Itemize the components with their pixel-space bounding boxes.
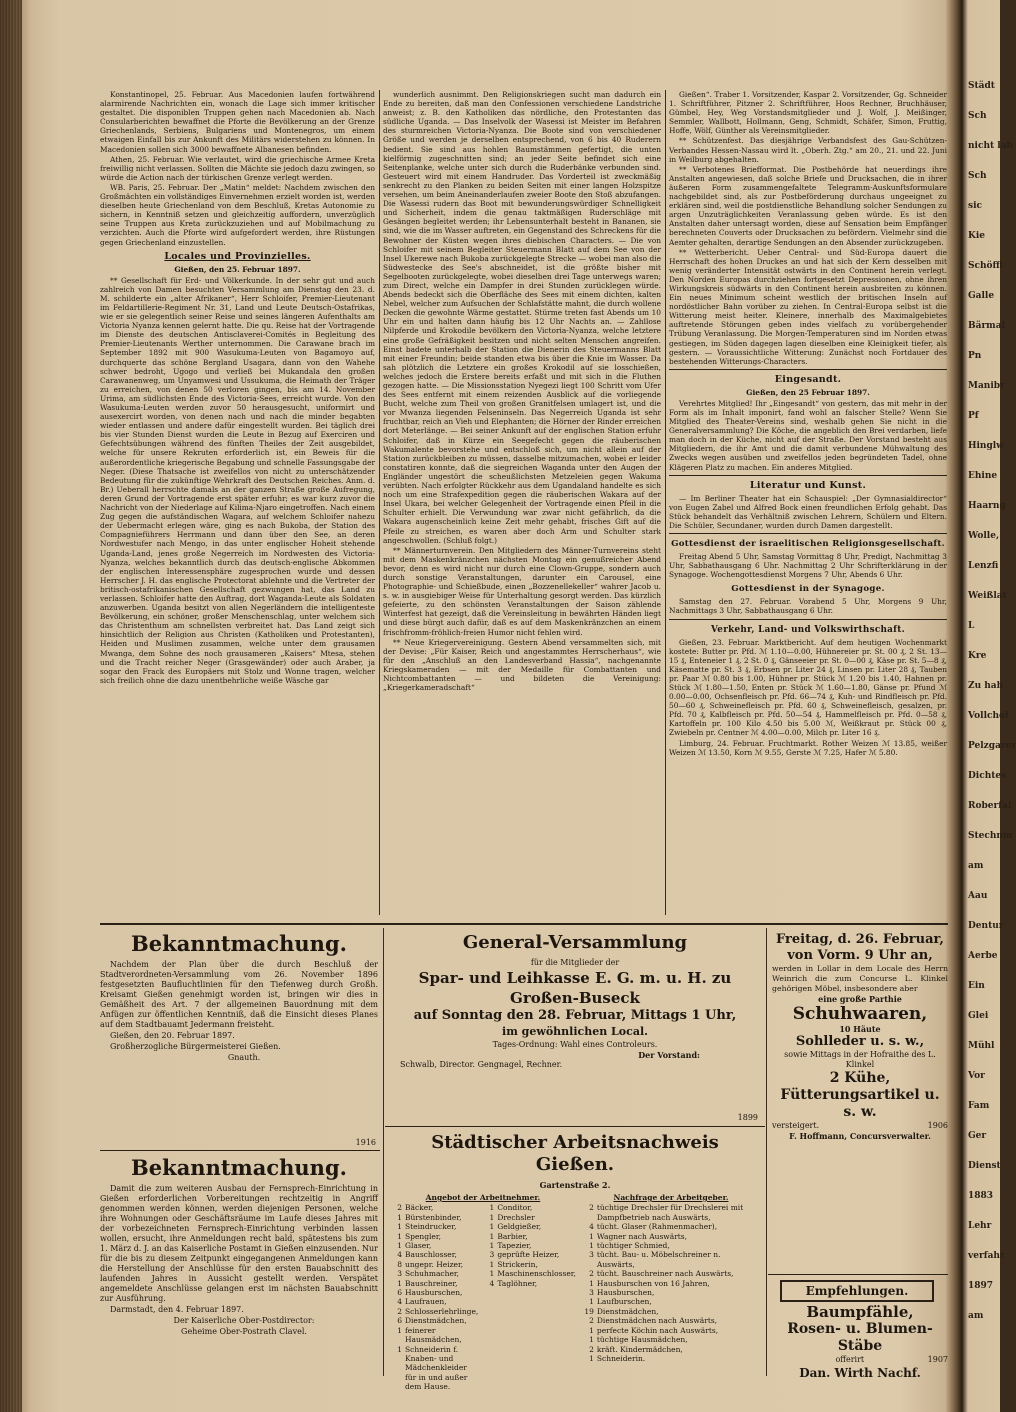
- auction-item-hides: 10 Häute: [839, 1024, 881, 1034]
- job-count: 1: [397, 1278, 402, 1288]
- job-title: Conditor,: [497, 1203, 533, 1213]
- neighbor-fragment: Manibr: [968, 381, 1005, 391]
- job-count: 1: [589, 1278, 594, 1288]
- job-list-item: [482, 1250, 576, 1259]
- ad-column-divider: [766, 928, 767, 1376]
- job-list-item: [390, 1260, 478, 1269]
- job-title: Strickerin,: [497, 1259, 538, 1269]
- job-offers-columns: [390, 1203, 576, 1391]
- ad-number: 1906: [927, 1121, 948, 1130]
- job-list-item: [582, 1222, 760, 1231]
- job-count: 1: [589, 1325, 594, 1335]
- notice-title: Bekanntmachung.: [131, 1155, 347, 1180]
- auction-time: von Vorm. 9 Uhr an,: [787, 948, 933, 963]
- job-lists: [390, 1193, 760, 1392]
- job-title: Bauschreiner,: [405, 1278, 458, 1288]
- job-count: 1: [489, 1241, 495, 1251]
- job-demands-heading: Nachfrage der Arbeitgeber.: [613, 1193, 729, 1202]
- job-title: perfecte Köchin nach Auswärts,: [596, 1325, 719, 1335]
- job-title: Drechsler: [497, 1212, 535, 1222]
- neighbor-fragment: Pn: [968, 351, 982, 361]
- neighbor-fragment: 1897: [968, 1281, 994, 1291]
- job-list-item: [482, 1241, 576, 1250]
- job-demands: [582, 1193, 760, 1392]
- neighbor-fragment: Städt: [968, 81, 995, 91]
- job-count: 1: [397, 1241, 402, 1251]
- ad-auction: [772, 932, 948, 1272]
- job-title: Spengler,: [405, 1231, 441, 1241]
- neighbor-fragment: Dienst: [968, 1161, 1001, 1171]
- auction-item-shoes: Schuhwaaren,: [792, 1004, 928, 1024]
- job-list-item: [582, 1326, 760, 1335]
- ad-column-divider: [383, 928, 384, 1376]
- ad-number: 1916: [355, 1137, 376, 1147]
- job-title: tücht. Glaser (Rahmenmacher),: [596, 1222, 718, 1232]
- ad-arbeitsnachweis: [390, 1132, 760, 1392]
- neighbor-fragment: Glei: [968, 1011, 989, 1021]
- job-title: Hausburschen,: [596, 1288, 655, 1298]
- job-title: Dienstmädchen,: [405, 1316, 467, 1326]
- auction-line: sowie Mittags in der Hofraithe des L. Klinkel: [784, 1050, 936, 1069]
- notice-fernsprech: [100, 1156, 378, 1376]
- notice-text: Nachdem der Plan über die durch Beschluß der Stadtverordneten-Versammlung vom 26. November 1896 festgesetzten Baufluchtlinien für den Tiefenweg durch Großh. Kreisamt Gießen genehmigt worden ist, bringen wir dies in Gemäßheit des Art. 7 der allgemeinen Bauordnung mit dem Anfügen zur öffentlichen Kenntniß, daß die Einsicht dieses Planes auf dem Stadtbauamt Jedermann freisteht.: [100, 960, 378, 1029]
- neighbor-fragment: Ehine: [968, 471, 998, 481]
- job-title: ungepr. Heizer,: [405, 1259, 464, 1269]
- ad-date: auf Sonntag den 28. Februar, Mittags 1 Uhr,: [413, 1008, 737, 1023]
- job-title: Bäcker,: [405, 1203, 434, 1213]
- job-count: 1: [397, 1325, 402, 1335]
- ad-number: 1899: [737, 1112, 758, 1122]
- job-list-item: [390, 1269, 478, 1278]
- ad-agenda: Tages-Ordnung: Wahl eines Controleurs.: [492, 1040, 658, 1049]
- job-list-item: [582, 1250, 760, 1269]
- job-list-item: [582, 1269, 760, 1278]
- job-title: kräft. Kindermädchen,: [596, 1344, 683, 1354]
- section-divider: [669, 533, 947, 534]
- article-briefformat: ** Verbotenes Briefformat. Die Postbehörde hat neuerdings ihre Anstalten angewiesen, daß solche Briefe und Drucksachen, die in ihrer äußeren Form zusammengefaltete Telegramm-Auskunftsformulare nachgebildet sind, als zur Postbeförderung durchaus ungeeignet zu erklären sind, weil die postdienstliche Behandlung solcher Sendungen zu argen Unzuträglichkeiten Veranlassung geben würde. Es ist den Anstalten daher untersagt worden, diese auf Sensation beim Empfänger berechneten Couverts oder Drucksachen zu befördern. Vielmehr sind die Aemter gehalten, derartige Sendungen an den Absender zurückzugeben.: [669, 164, 947, 247]
- job-count: 2: [589, 1203, 594, 1213]
- section-heading-locales: Locales und Provinzielles.: [164, 250, 311, 262]
- notice-body: [100, 960, 378, 1063]
- neighbor-fragment: verfahr: [968, 1251, 1005, 1261]
- job-list-item: [390, 1297, 478, 1306]
- column-2: [383, 90, 661, 925]
- job-title: Geldgießer,: [497, 1222, 542, 1232]
- neighbor-fragment: Wolle,: [968, 531, 1000, 541]
- auction-description: werden in Lollar in dem Locale des Herrn Weinrich die zum Concurse L. Klinkel gehörigen Möbel, insbesondere aber: [772, 964, 948, 993]
- job-list-item: [482, 1222, 576, 1231]
- job-offers-heading: Angebot der Arbeitnehmer.: [425, 1193, 541, 1202]
- job-list-item: [582, 1297, 760, 1306]
- neighbor-fragment: Roberfal: [968, 801, 1012, 811]
- ad-title: General-Versammlung: [462, 932, 688, 953]
- job-title: Barbier,: [497, 1231, 528, 1241]
- neighbor-fragment: Pf: [968, 411, 979, 421]
- job-title: Glaser,: [405, 1241, 432, 1251]
- job-title: tüchtiger Schmied,: [596, 1241, 670, 1251]
- job-list-item: [390, 1250, 478, 1259]
- job-count: 1: [589, 1353, 594, 1363]
- section-heading-synagoge: Gottesdienst in der Synagoge.: [731, 584, 885, 595]
- job-list-item: [390, 1307, 478, 1316]
- column-3: [669, 90, 947, 920]
- job-title: Bauschlosser,: [405, 1250, 457, 1260]
- section-heading-israelitisch: Gottesdienst der israelitischen Religionsgesellschaft.: [671, 539, 945, 550]
- neighbor-fragment: Dentur: [968, 921, 1004, 931]
- section-divider: [669, 619, 947, 620]
- baum-signature: Dan. Wirth Nachf.: [799, 1366, 921, 1380]
- ad-board-label: Der Vorstand:: [638, 1050, 700, 1060]
- job-list-item: [582, 1241, 760, 1250]
- ad-baumpfaehle: [772, 1303, 948, 1380]
- news-constantinople: Konstantinopel, 25. Februar. Aus Macedonien laufen fortwährend alarmirende Nachrichten ein, wonach die Lage sich immer kritischer gestaltet. Die disponiblen Truppen gehen nach Macedonien ab. Nach Consularberichten bewaffnet die Pforte die Bevölkerung an der Grenze Griechenlands, Serbiens, Bulgariens und Montenegros, um einem etwaigen Einfall bis zur Ankunft des Militärs widerstehen zu können. In Macedonien sollen sich 3000 bewaffnete Albanesen befinden.: [100, 90, 375, 154]
- section-heading-literatur: Literatur und Kunst.: [749, 479, 867, 491]
- job-list-item: [390, 1288, 478, 1297]
- letter-eingesandt: Verehrtes Mitglied! Ihr „Eingesandt“ von gestern, das mit mehr in der Form als im Inhalt imponirt, fand wohl an falscher Stelle? Wenn Sie Mitglied des Theater-Vereins sind, weshalb gehen Sie nicht in die Generalversammlung? Die Köche, die angeblich den Brei verdarben, liefe man doch in der Küche, nicht auf der Straße. Der Vorstand besteht aus Mitgliedern, die ihr Amt und die damit verbundene Mühwaltung des Zwecks wegen ausüben und zweifellos jeden begründeten Tadel, ohne Klägeren Platz zu machen. Ein anderes Mitglied.: [669, 398, 947, 472]
- job-title: Hausburschen von 16 Jahren,: [596, 1278, 710, 1288]
- service-synagoge: Samstag den 27. Februar. Vorabend 5 Uhr, Morgens 9 Uhr, Nachmittags 3 Uhr, Sabbathausgang 6 Uhr.: [669, 597, 947, 616]
- section-heading-eingesandt: Eingesandt.: [774, 373, 842, 385]
- job-offers: [390, 1193, 576, 1392]
- notice-title: Bekanntmachung.: [131, 931, 347, 956]
- ads-divider: [100, 923, 948, 925]
- job-count: 1: [489, 1222, 495, 1232]
- auction-line: versteigert.: [772, 1121, 820, 1130]
- neighbor-fragment: sic: [968, 201, 982, 211]
- section-divider: [669, 475, 947, 476]
- column-divider: [665, 90, 666, 915]
- job-count: 4: [397, 1297, 402, 1307]
- service-israelitisch: Freitag Abend 5 Uhr, Samstag Vormittag 8 Uhr, Predigt, Nachmittag 3 Uhr, Sabbathausgang 6 Uhr. Nachmittag 2 Uhr Schrifterklärung in der Synagoge. Wochengottesdienst Morgens 7 Uhr, Abends 6 Uhr.: [669, 552, 947, 580]
- job-list-item: [582, 1316, 760, 1325]
- job-title: Schneiderin.: [596, 1353, 646, 1363]
- job-offers-col-b: [482, 1203, 576, 1391]
- job-title: tücht. Bauschreiner nach Auswärts,: [596, 1269, 734, 1279]
- job-count: 2: [589, 1344, 594, 1354]
- job-list-item: [390, 1316, 478, 1325]
- notice-signature-office: Der Kaiserliche Ober-Postdirector:: [173, 1316, 315, 1325]
- job-list-item: [390, 1279, 478, 1288]
- ad-number: 1907: [927, 1355, 948, 1364]
- job-count: 4: [397, 1250, 402, 1260]
- neighboring-page-edge: [968, 80, 1016, 1380]
- job-count: 19: [584, 1306, 594, 1316]
- job-list-item: [582, 1335, 760, 1344]
- job-list-item: [582, 1288, 760, 1297]
- job-title: Wagner nach Auswärts,: [596, 1231, 688, 1241]
- job-list-item: [582, 1345, 760, 1354]
- empfehlungen-box: [780, 1280, 934, 1302]
- auction-item-cows: 2 Kühe, Fütterungsartikel u. s. w.: [780, 1070, 940, 1120]
- job-title: Laufburschen,: [596, 1297, 652, 1307]
- section-heading-verkehr: Verkehr, Land- und Volkswirthschaft.: [710, 624, 905, 635]
- neighbor-fragment: Aerbe: [968, 951, 998, 961]
- job-list-item: [390, 1345, 478, 1392]
- baum-line-1: Baumpfähle,: [806, 1303, 914, 1321]
- job-count: 3: [589, 1250, 594, 1260]
- article-geography-society: ** Gesellschaft für Erd- und Völkerkunde. In der sehr gut und auch zahlreich von Damen besuchten Versammlung am Dienstag den 23. d. M. schilderte ein „alter Afrikaner“, Herr Schloifer, Premier-Lieutenant im Feldartillerie-Regiment Nr. 31, Land und Leute Deutsch-Ostafrikas, wie er sie gelegentlich seiner Reise und seines längeren Aufenthalts am Victoria Nyanza kennen gelernt hatte. Die qu. Reise hat der Vortragende im Dienste des deutschen Antisclaverei-Comités in Begleitung des Premier-Lieutenants Werther unternommen. Die Carawane brach im September 1892 mit 900 Wasukuma-Leuten von Bagamoyo auf, durchquerte das schöne Bergland Usagara, dann von den Wahehe schwer bedroht, Ugogo und verließ bei Mukandala den großen Carawanenweg, um Unyamwesi und Ussukuma, die Heimath der Träger zu erreichen, von denen 50 verloren gingen, bis am 14. November Urima, am südlichsten Ende des Victoria-Sees, erreicht wurde. Von den Wasukuma-Leuten werden zuvor 50 herausgesucht, uniformirt und ausexercirt worden, von denen nach und nach die minder begabten wieder entlassen und andere dafür eingestellt wurden. Bei täglich drei bis vier Stunden Dienst wurden die Leute in Bezug auf Exerciren und Gefechtsübungen während des fünften Theiles der Zeit ausgebildet, welche für unsere Rekruten erforderlich ist, ein Beweis für die außerordentliche kriegerische Begabung und schnelle Fassungsgabe der Neger. (Diese Thatsache ist zweifellos von nicht zu unterschätzender Bedeutung für die zukünftige Wehrkraft des Deutschen Reiches. Anm. d. Br.) Ueberall herrschte damals an der ganzen Straße große Aufregung, deren Grund der Vortragende erst später erfuhr; es war kurz zuvor die Nachricht von der Niederlage auf Kilima-Njaro eingetroffen. Nach einem Zug gegen die aufständischen Wagara, auf welchem Schloifer nahezu der Uebermacht erlegen wäre, ging es nach Bukoba, der Station des Compagnieführers Herrmann und dann über den See, an deren Nordwestufer nach Mengo, in das unter englischer Hoheit stehende Uganda-Land, jenes große Negerreich im Nordwesten des Victoria-Nyanza, welches bekanntlich durch das deutsch-englische Abkommen der englischen Interessensphäre zugesprochen wurde und dessen Herrscher J. H. das englische Protectorat ablehnte und die Vertreter der britisch-ostafrikanischen Gesellschaft gezwungen hat, das Land zu verlassen. Schloifer hatte den Auftrag, dort Waganda-Leute als Soldaten anzuwerben. Uganda besitzt von allen Negerländern die intelligenteste Bevölkerung, ein schöner, großer Menschenschlag, unter welchem sich das Christenthum am schnellsten verbreitet hat. Das Land zeigt sich hinsichtlich der Religion aus Christen (Katholiken und Protestanten), Heiden und Muslimen zusammen, welche unter dem grausamen Mwanga, dem Sohne des noch grausameren „Kaisers“ Mtesa, stehen und die Tracht reicher Neger (Grasgewänder) oder auch Araber, ja sogar den Frack des Europäers mit Stolz und Wonne tragen, welcher sich freilich ohne die dazu unentbehrliche weiße Wäsche gar: [100, 275, 375, 685]
- neighbor-fragment: nicht lab: [968, 141, 1013, 151]
- job-title: tücht. Bau- u. Möbelschreiner n. Auswärts,: [596, 1250, 721, 1269]
- job-title: Dienstmädchen nach Auswärts,: [596, 1316, 718, 1326]
- notice-signature-office: Großherzogliche Bürgermeisterei Gießen.: [110, 1042, 281, 1051]
- neighbor-fragment: Hinglw: [968, 441, 1004, 451]
- neighbor-fragment: Sch: [968, 171, 987, 181]
- job-list-item: [390, 1326, 478, 1345]
- column-divider: [379, 90, 380, 915]
- job-count: 1: [489, 1203, 495, 1213]
- job-title: geprüfte Heizer,: [497, 1250, 560, 1260]
- article-literatur: — Im Berliner Theater hat ein Schauspiel: „Der Gymnasialdirector“ von Eugen Zabel und Alfred Bock einen freundlichen Erfolg gehabt. Das Stück behandelt das Verhältniß zwischen Lehrern, Schülern und Eltern. Die Schüler, Secundaner, wurden durch Damen dargestellt.: [669, 493, 947, 530]
- job-count: 2: [589, 1316, 594, 1326]
- ad-address: Gartenstraße 2.: [539, 1180, 611, 1190]
- job-count: 1: [589, 1297, 594, 1307]
- article-maennerturnverein: ** Männerturnverein. Den Mitgliedern des Männer-Turnvereins steht mit dem Maskenkränzchen nächsten Montag ein genußreicher Abend bevor, denn es wird nicht nur durch eine Clown-Gruppe, sondern auch durch sonstige Veranstaltungen, darunter ein Carousel, eine Photographie- und Schießbude, einen „Bozzenellekeller“ wahrer Jacob u. s. w. in ausgiebiger Weise für Unterhaltung gesorgt werden. Das kürzlich gefeierte, zu den schönsten Veranstaltungen der Saison zählende Winterfest hat gezeigt, daß die Vereinsleitung in bewährten Händen liegt und diese bürgt auch dafür, daß es auf dem Maskenkränzchen an einem frischfromm-fröhlich-freien Humor nicht fehlen wird.: [383, 545, 661, 637]
- job-list-item: [390, 1213, 478, 1222]
- job-title: Dienstmädchen,: [596, 1306, 659, 1316]
- job-count: 6: [397, 1288, 402, 1298]
- neighbor-fragment: Lehr: [968, 1221, 992, 1231]
- neighbor-fragment: am: [968, 861, 984, 871]
- neighbor-fragment: Vollchol: [968, 711, 1009, 721]
- neighbor-fragment: Ger: [968, 1131, 987, 1141]
- job-list-item: [390, 1222, 478, 1231]
- article-geography-society-continued: wunderlich ausnimmt. Den Religionskriegen sucht man dadurch ein Ende zu bereiten, daß man den Confessionen verschiedene Landstriche anweist; z. B. den Katholiken das nördliche, den Protestanten das südliche Uganda. — Das Inselvolk der Wasessi ist Meister im Befahren des sturmreichen Victoria-Nyanza. Die Boote sind von verschiedener Größe und werden je derselben entsprechend, von 6 bis 40 Ruderern bedient. Sie sind aus hohlen Baumstämmen gefertigt, die unten kielförmig zugeschnitten sind; an jeder Seite befindet sich eine Seitenplanke, welche unter sich durch die Ruderbänke verbunden sind. Gesteuert wird mit einem Handruder. Das Vorderteil ist zweckmäßig senkrecht zu den Planken zu beiden Seiten mit einer langen Holzspitze versehen, um beim Aneinanderlaufen zweier Boote den Stoß abzufangen. Die Wasessi rudern das Boot mit bewunderungswürdiger Schnelligkeit und Sicherheit, indem die genau taktmäßigen Ruderschläge mit Gesängen begleitet werden; ihr Lebensunterhalt besteht in Bananen, sie sind, wie die im Wasser auftreten, ein Gegenstand des Schreckens für die Bewohner der Küsten wegen ihres diebischen Characters. — Die von Schloifer mit seinem Begleiter Steuermann Blatt auf dem See von der Insel Ukerewe nach Bukoba zurückgelegte Strecke — wobei man also die Südwestecke des See's abschneidet, ist die größte bisher mit Segelbooten zurückgelegte, wobei dieselben drei Tage unterwegs waren; zum Direct, welche ein Dampfer in drei Stunden zurücklegen würde. Abends bedeckt sich die Oberfläche des Sees mit einem dichten, kalten Nebel, welcher zum Aufsuchen der Schlafstätte mahnt, die durch wollene Decken die gewohnte Wärme gestattet. Stürme treten fast Abends um 10 Uhr ein und halten dann häufig bis 12 Uhr Nachts an. — Zahllose Nilpferde und Krokodile bevölkern den Victoria-Nyanza, welche letztere eine große Gefräßigkeit besitzen und nicht selten Menschen angreifen. Einst badete unterhalb der Station die Dienerin des Steuermanns Blatt mit einer Freundin; beide standen etwa bis über die Knie im Wasser. Da sah plötzlich die Letztere ein großes Krokodil auf sie losschießen, welches jedoch die Erstere bereits erfaßt und mit sich in die Fluthen gezogen hatte. — Die Missionsstation Nyegezi liegt 100 Schritt vom Ufer des Sees entfernt mit einem reizenden Ausblick auf die vorliegende Bucht, welche zum Theil von großen Granitfelsen umlagert ist, und die vor Mwanza liegenden Felseninseln. Das Negerreich Uganda ist sehr fruchtbar, reich an Vieh und Elephanten; die Hörner der Rinder erreichen dort Meterlänge. — Bei seiner Ankunft auf der englischen Station erfuhr Schloifer, daß in Kürze ein Seegefecht gegen die räuberischen Wakumalente bevorstehe und entschloß sich, um nicht allein auf der Station zurückbleiben zu müssen, dasselbe mitzumachen, wobei er leider constatiren konnte, daß die siegreichen Waganda unter den Augen der Engländer ungestört die scheußlichsten Metzeleien gegen Wakuma verübten. Nach erfolgter Rückkehr aus dem Ugandaland handelte es sich noch um eine Strafexpedition gegen die räuberischen Wakara auf der Insel Ukara, bei welcher Gelegenheit der Vortragende einen Pfeil in die Schulter erhielt. Die Verwundung war zwar nicht gefährlich, da die Wakara augenscheinlich keine Zeit mehr gehabt, frisches Gift auf die Pfeile zu streichen, es waren aber doch Arm und Schulter stark angeschwollen. (Schluß folgt.): [383, 90, 662, 545]
- neighbor-fragment: Stechnm: [968, 831, 1013, 841]
- ad-line: für die Mitglieder der: [530, 958, 620, 967]
- auction-signature: F. Hoffmann, Concursverwalter.: [789, 1131, 931, 1141]
- job-count: 8: [397, 1259, 402, 1269]
- job-list-item: [482, 1232, 576, 1241]
- job-list-item: [390, 1232, 478, 1241]
- market-report-giessen: Gießen, 23. Februar. Marktbericht. Auf dem heutigen Wochenmarkt kostete: Butter pr. Pfd. ℳ 1.10—0.00, Hühnereier pr. St. 00 ₰, 2 St. 13—15 ₰, Enteneier 1 ₰, 2 St. 0 ₰, Gänseeier pr. St. 0—00 ₰, Käse pr. St. 5—8 ₰, Käsematte pr. St. 3 ₰, Erbsen pr. Liter 24 ₰, Linsen pr. Liter 28 ₰, Tauben pr. Paar ℳ 0.80 bis 1.00, Hühner pr. Stück ℳ 1.20 bis 1.40, Hahnen pr. Stück ℳ 1.80—1.50, Enten pr. Stück ℳ 1.60—1.80, Gänse pr. Pfund ℳ 0.00—0.00, Ochsenfleisch pr. Pfd. 66—74 ₰, Kuh- und Rindfleisch pr. Pfd. 50—60 ₰, Schweinefleisch pr. Pfd. 60 ₰, Schweinefleisch, gesalzen, pr. Pfd. 70 ₰, Kalbfleisch pr. Pfd. 50—54 ₰, Hammelfleisch pr. Pfd. 0—58 ₰, Kartoffeln pr. 100 Kilo 4.50 bis 5.00 ℳ, Weißkraut pr. Stück 00 ₰, Zwiebeln pr. Centner ℳ 4.00—0.00, Milch pr. Liter 16 ₰.: [669, 637, 947, 738]
- job-count: 4: [589, 1222, 594, 1232]
- baum-line-3: offerirt: [835, 1355, 865, 1364]
- job-count: 2: [397, 1203, 402, 1213]
- auction-line: eine große Parthie: [818, 994, 902, 1004]
- job-list-item: [582, 1279, 760, 1288]
- job-title: Steindrucker,: [405, 1222, 457, 1232]
- job-count: 1: [397, 1231, 402, 1241]
- job-list-item: [482, 1260, 576, 1269]
- ad-divider: [100, 1150, 380, 1151]
- notice-text: Damit die zum weiteren Ausbau der Fernsprech-Einrichtung in Gießen erforderlichen Vorbereitungen rechtzeitig in Angriff genommen werden können, werden diejenigen Personen, welche ihre Wohnungen oder Geschäftsräume im Laufe dieses Jahres mit der vorbezeichneten Fernsprech-Einrichtung verbinden lassen wollen, ersucht, ihre Anmeldungen recht bald, spätestens bis zum 1. März d. J. an das Kaiserliche Postamt in Gießen einzusenden. Nur für die bis zu diesem Zeitpunkt eingegangenen Anmeldungen kann die Herstellung der Anschlüsse für den ersten Bauabschnitt des laufenden Jahres in Aussicht gestellt werden. Verspätet angemeldete Anschlüsse gelangen erst im nächsten Bauabschnitt zur Ausführung.: [100, 1184, 378, 1303]
- dateline-eingesandt: Gießen, den 25 Februar 1897.: [746, 387, 870, 397]
- neighbor-fragment: Bärmal: [968, 321, 1005, 331]
- job-title: tüchtige Drechsler für Drechslerei mit Dampfbetrieb nach Auswärts,: [596, 1203, 744, 1222]
- neighbor-fragment: 1883: [968, 1191, 994, 1201]
- job-title: Schuhmacher,: [405, 1269, 460, 1279]
- column-1: [100, 90, 375, 925]
- job-count: 3: [589, 1288, 594, 1298]
- article-schuetzenfest: ** Schützenfest. Das diesjährige Verbandsfest des Gau-Schützen-Verbandes Hessen-Nassau wird lt. „Oberh. Ztg.“ am 20., 21. und 22. Juni in Weilburg abgehalten.: [669, 136, 947, 164]
- notice-signature-name: Gnauth.: [227, 1053, 261, 1062]
- job-title: Laufrauen,: [405, 1297, 447, 1307]
- article-wetterbericht: ** Wetterbericht. Ueber Central- und Süd-Europa dauert die Herrschaft des hohen Druckes an und hat sich der Kern desselben mit wenig veränderter Intensität ostwärts in den Continent herein verlegt. Den Norden Europas durchziehen fortgesetzt Depressionen, ohne ihren Wirkungskreis südwärts in den Continent herein ausbreiten zu können. Ein neues Minimum scheint westlich der britischen Inseln auf nordöstlicher Bahn vorüber zu ziehen. In Central-Europa selbst ist die Witterung meist heiter. Kleinere, innerhalb des Maximalgebietes auftretende Störungen geben indes vielfach zu vorübergehender Trübung Veranlassung. Die Morgen-Temperaturen sind im Norden etwas gestiegen, im Süden dagegen lagen dieselben eine Kleinigkeit tiefer, als gestern. — Voraussichtliche Witterung: Zunächst noch Fortdauer des bestehenden Witterungs-Characters.: [669, 247, 947, 366]
- job-count: 6: [397, 1316, 402, 1326]
- ad-board-names: Schwalb, Director. Gengnagel, Rechner.: [400, 1060, 563, 1069]
- neighbor-fragment: Pelzgarer: [968, 741, 1016, 751]
- job-count: 1: [589, 1335, 594, 1345]
- advertisement-section: [100, 928, 948, 1392]
- job-title: Tapezier,: [497, 1241, 532, 1251]
- job-title: Bürstenbinder,: [405, 1212, 462, 1222]
- neighbor-fragment: Ein: [968, 981, 985, 991]
- job-title: Maschinenschlosser,: [497, 1269, 576, 1279]
- ad-location: im gewöhnlichen Local.: [502, 1025, 648, 1038]
- neighbor-fragment: L: [968, 621, 975, 631]
- empfehlungen-label: Empfehlungen.: [805, 1284, 909, 1298]
- market-report-limburg: Limburg, 24. Februar. Fruchtmarkt. Rother Weizen ℳ 13.85, weißer Weizen ℳ 13.50, Korn ℳ 9.55, Gerste ℳ 7.25, Hafer ℳ 5.80.: [669, 738, 947, 757]
- neighbor-fragment: Mühl: [968, 1041, 995, 1051]
- job-count: 4: [489, 1278, 495, 1288]
- job-count: 1: [397, 1222, 402, 1232]
- dateline-giessen: Gießen, den 25. Februar 1897.: [174, 264, 301, 274]
- job-count: 1: [397, 1212, 402, 1222]
- job-title: Schneiderin f. Knaben- und Mädchenkleider für in und außer dem Hause.: [405, 1344, 468, 1392]
- job-demands-list: [582, 1203, 760, 1363]
- baum-offer-row: [772, 1355, 948, 1365]
- neighbor-fragment: Vor: [968, 1071, 985, 1081]
- ad-divider: [768, 1274, 948, 1275]
- job-count: 1: [489, 1231, 495, 1241]
- neighbor-fragment: Weißlat: [968, 591, 1007, 601]
- neighbor-fragment: Lenzfi: [968, 561, 999, 571]
- job-list-item: [582, 1232, 760, 1241]
- job-list-item: [482, 1269, 576, 1278]
- neighbor-fragment: Aau: [968, 891, 988, 901]
- neighbor-fragment: Fam: [968, 1101, 990, 1111]
- job-count: 2: [397, 1306, 402, 1316]
- neighbor-fragment: Schöffl: [968, 261, 1003, 271]
- neighbor-fragment: Kie: [968, 231, 985, 241]
- ad-general-versammlung: [390, 932, 760, 1122]
- ad-divider: [385, 1126, 765, 1127]
- notice-baufluchtlinien: [100, 932, 378, 1147]
- job-count: 1: [489, 1259, 495, 1269]
- job-title: feinerer Hausmädchen,: [405, 1325, 462, 1345]
- neighbor-fragment: am: [968, 1311, 984, 1321]
- auction-date: Freitag, d. 26. Februar,: [776, 932, 944, 947]
- section-divider: [669, 369, 947, 370]
- job-count: 2: [589, 1269, 594, 1279]
- article-kriegervereinigung-continued: Gießen“. Traber 1. Vorsitzender, Kaspar 2. Vorsitzender, Gg. Schneider 1. Schriftführer, Pitzner 2. Schriftführer, Hoos Rechner, Bruchhäuser, Gümbel, Hey, Weg Vorstandsmitglieder und J. Wolf, J. Meißinger, Semmler, Wallbott, Hollmann, Geng, Schmidt, Schäfer, Simon, Fruttig, Hoffe, Wölf, Günther als Vereinsmitglieder.: [669, 90, 947, 136]
- neighbor-fragment: Kre: [968, 651, 987, 661]
- book-binding-edge: [0, 0, 22, 1412]
- notice-signature-name: Geheime Ober-Postrath Clavel.: [181, 1327, 307, 1336]
- job-list-item: [482, 1279, 576, 1288]
- job-offers-col-a: [390, 1203, 478, 1391]
- baum-line-2: Rosen- u. Blumen-Stäbe: [787, 1321, 933, 1354]
- auction-item-leather: Sohlleder u. s. w.,: [795, 1034, 925, 1049]
- notice-body: [100, 1184, 378, 1337]
- notice-date: Darmstadt, den 4. Februar 1897.: [110, 1305, 244, 1314]
- job-count: 1: [589, 1231, 594, 1241]
- neighbor-fragment: Galle: [968, 291, 995, 301]
- job-title: Taglöhner,: [497, 1278, 538, 1288]
- job-list-item: [482, 1213, 576, 1222]
- job-count: 1: [397, 1344, 402, 1354]
- neighbor-fragment: Dichtes: [968, 771, 1007, 781]
- neighbor-fragment: Haarng: [968, 501, 1006, 511]
- job-count: 3: [489, 1250, 495, 1260]
- ad-association-name: Spar- und Leihkasse E. G. m. u. H. zu Großen-Buseck: [418, 969, 732, 1007]
- job-list-item: [482, 1203, 576, 1212]
- job-title: tüchtige Hausmädchen,: [596, 1335, 688, 1345]
- job-title: Schlosserlehrlinge,: [405, 1306, 479, 1316]
- job-list-item: [390, 1241, 478, 1250]
- neighbor-fragment: Sch: [968, 111, 987, 121]
- auction-versteigert-row: [772, 1121, 948, 1131]
- job-count: 1: [489, 1269, 495, 1279]
- ad-title: Städtischer Arbeitsnachweis Gießen.: [431, 1132, 719, 1175]
- job-list-item: [582, 1307, 760, 1316]
- job-count: 1: [589, 1241, 594, 1251]
- news-athens: Athen, 25. Februar. Wie verlautet, wird die griechische Armee Kreta freiwillig nicht verlassen. Sollten die Mächte sie jedoch dazu zwingen, so würde die Action nach der türkischen Grenze verlegt werden.: [100, 154, 375, 182]
- job-list-item: [390, 1203, 478, 1212]
- notice-date: Gießen, den 20. Februar 1897.: [110, 1031, 235, 1040]
- news-paris: WB. Paris, 25. Februar. Der „Matin“ meldet: Nachdem zwischen den Großmächten ein vollständiges Einvernehmen erzielt worden ist, werden dieselben heute Griechenland von dem Beschluß, Kretas Autonomie zu sichern, in Kenntniß setzen und gleichzeitig auffordern, unverzüglich seine Truppen aus Kreta zurückzuziehen und auf Mobilmachung zu verzichten. Auch die Pforte wird aufgefordert werden, ihre Rüstungen gegen Griechenland einzustellen.: [100, 182, 375, 247]
- job-count: 1: [489, 1212, 495, 1222]
- job-list-item: [582, 1203, 760, 1222]
- job-count: 3: [397, 1269, 402, 1279]
- article-kriegervereinigung: ** Neue Kriegervereinigung. Gestern Abend versammelten sich, mit der Devise: „Für Kaiser, Reich und angestammtes Herrscherhaus“, wie für den „Anschluß an den Landesverband Hassia“, nachgenannte Kriegskameraden — mit der Medaille für Combattanten und Nichtcombattanten — und bildeten die Vereinigung: „Kriegerkameradschaft“: [383, 637, 661, 693]
- job-list-item: [582, 1354, 760, 1363]
- job-title: Hausburschen,: [405, 1288, 463, 1298]
- neighbor-fragment: Zu hah: [968, 681, 1004, 691]
- newspaper-page: [100, 80, 948, 1392]
